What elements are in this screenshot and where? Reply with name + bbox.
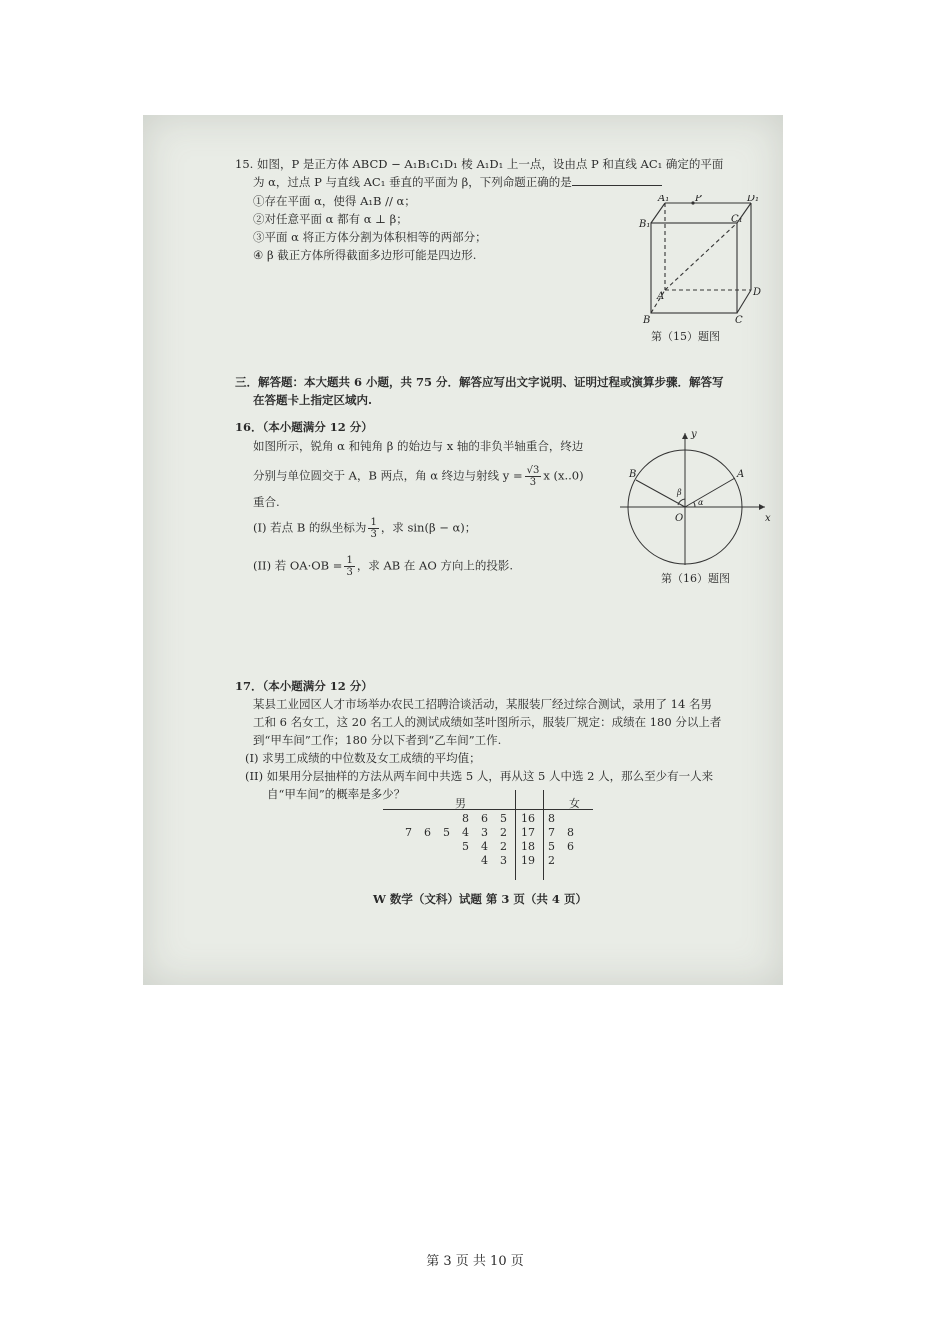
female-leaf	[561, 811, 580, 825]
q17-line3: 到“甲车间”工作；180 分以下者到“乙车间”工作.	[253, 733, 502, 747]
male-leaf	[399, 811, 418, 825]
male-leaf: 8	[462, 811, 469, 825]
label-alpha: α	[698, 498, 704, 507]
fraction-denominator: 3	[529, 477, 537, 488]
page-footer: 第 3 页 共 10 页	[426, 1254, 524, 1269]
q16-part2a: (II) 若 OA·OB =	[253, 558, 343, 573]
male-leaf: 4	[481, 839, 488, 853]
q17-part1: (I) 求男工成绩的中位数及女工成绩的平均值；	[245, 751, 481, 765]
male-leaf	[418, 839, 437, 853]
fraction-numerator: 1	[370, 517, 377, 528]
label-a: A	[737, 469, 745, 480]
label-p: P	[695, 195, 702, 204]
label-b: B	[629, 469, 637, 480]
male-leaf	[399, 853, 418, 867]
q16-line2b: x (x..0)	[543, 468, 584, 483]
scanned-page	[143, 115, 783, 985]
label-o: O	[675, 513, 684, 524]
q16-line3: 重合.	[253, 495, 280, 509]
male-leaf	[399, 839, 418, 853]
female-leaf	[561, 853, 580, 867]
male-leaf: 6	[481, 811, 488, 825]
stem-value: 16	[521, 811, 535, 825]
stem-leaf-header	[393, 795, 608, 810]
male-leaf: 3	[481, 825, 488, 839]
header-male: 男	[455, 797, 466, 810]
female-leaf: 7	[548, 825, 555, 839]
label-d: D	[753, 287, 762, 298]
female-leaf: 2	[548, 853, 555, 867]
q16-line2	[253, 465, 584, 488]
label-a1: A₁	[658, 195, 670, 204]
label-c1: C₁	[731, 214, 743, 225]
q15-line1: 15. 如图，P 是正方体 ABCD − A₁B₁C₁D₁ 棱 A₁D₁ 上一点，设由点 P 和直线 AC₁ 确定的平面	[235, 157, 724, 171]
q15-option-3: ③平面 α 将正方体分割为体积相等的两部分；	[253, 230, 487, 244]
male-leaf	[456, 853, 475, 867]
stem-value: 17	[521, 825, 535, 839]
male-leaf: 6	[424, 825, 431, 839]
q16-part1a: (I) 若点 B 的纵坐标为	[253, 520, 367, 535]
q16-part1	[253, 517, 476, 540]
male-leaf	[437, 839, 456, 853]
male-leaf: 4	[462, 825, 469, 839]
female-leaf: 5	[548, 839, 555, 853]
stem-leaf-row	[399, 839, 580, 853]
fraction-denominator: 3	[346, 567, 353, 578]
male-leaf: 3	[500, 853, 507, 867]
q16-part1b: ，求 sin(β − α)；	[380, 520, 477, 535]
fraction-denominator: 3	[370, 529, 377, 540]
label-b: B	[643, 315, 651, 325]
header-female: 女	[569, 797, 580, 810]
stem-leaf-topline	[383, 809, 593, 810]
label-b1: B₁	[639, 219, 651, 230]
q15-option-2: ②对任意平面 α 都有 α ⊥ β；	[253, 212, 408, 226]
q17-part2a: (II) 如果用分层抽样的方法从两车间中共选 5 人，再从这 5 人中选 2 人，那么至少有一人来	[245, 769, 714, 783]
cube-figure	[633, 195, 763, 325]
q15-option-1: ①存在平面 α，使得 A₁B // α；	[253, 194, 416, 208]
male-leaf: 5	[462, 839, 469, 853]
label-d1: D₁	[747, 195, 760, 204]
q16-heading: 16．（本小题满分 12 分）	[235, 420, 373, 434]
stem-leaf-body	[399, 811, 580, 867]
fraction-one-third	[368, 517, 378, 540]
section3-line2: 在答题卡上指定区域内.	[253, 393, 373, 407]
male-leaf: 4	[481, 853, 488, 867]
male-leaf	[418, 811, 437, 825]
male-leaf	[437, 853, 456, 867]
label-a: A	[657, 291, 665, 302]
fraction-sqrt3-over-3	[525, 465, 542, 488]
q17-heading: 17．（本小题满分 12 分）	[235, 679, 373, 693]
q17-line1: 某县工业园区人才市场举办农民工招聘洽谈活动，某服装厂经过综合测试，录用了 14 名男	[253, 697, 712, 711]
q15-option-4: ④ β 截正方体所得截面多边形可能是四边形.	[253, 248, 477, 262]
answer-blank	[572, 173, 662, 186]
fraction-numerator: √3	[526, 465, 540, 476]
label-y: y	[691, 429, 697, 440]
female-leaf: 8	[548, 811, 555, 825]
stem-leaf-row	[399, 853, 580, 867]
stem-leaf-row	[399, 825, 580, 839]
male-leaf: 7	[405, 825, 412, 839]
male-leaf: 5	[500, 811, 507, 825]
label-c: C	[735, 315, 743, 325]
stem-value: 19	[521, 853, 535, 867]
male-leaf	[418, 853, 437, 867]
male-leaf: 2	[500, 839, 507, 853]
q16-line1: 如图所示，锐角 α 和钝角 β 的始边与 x 轴的非负半轴重合，终边	[253, 439, 584, 453]
q16-part2b: ，求 AB 在 AO 方向上的投影.	[356, 558, 514, 573]
q15-line2	[253, 173, 662, 191]
q17-part2b: 自“甲车间”的概率是多少？	[267, 787, 406, 801]
female-leaf: 8	[567, 825, 574, 839]
fraction-one-third	[344, 555, 354, 578]
stem-leaf-row	[399, 811, 580, 825]
unit-circle-figure	[615, 427, 775, 567]
ray-oa	[685, 478, 735, 507]
q16-part2	[253, 555, 513, 578]
stem-leaf-plot	[399, 811, 580, 867]
fraction-numerator: 1	[346, 555, 353, 566]
q15-line2-text: 为 α，过点 P 与直线 AC₁ 垂直的平面为 β，下列命题正确的是	[253, 175, 572, 189]
section3-line1: 三．解答题：本大题共 6 小题，共 75 分．解答应写出文字说明、证明过程或演算步骤．解答写	[235, 375, 724, 389]
female-leaf: 6	[567, 839, 574, 853]
q16-line2a: 分别与单位圆交于 A，B 两点，角 α 终边与射线 y =	[253, 468, 523, 483]
label-x: x	[765, 513, 771, 524]
q15-figure-caption: 第（15）题图	[651, 330, 720, 343]
male-leaf: 2	[500, 825, 507, 839]
label-beta: β	[677, 488, 682, 497]
stem-value: 18	[521, 839, 535, 853]
male-leaf: 5	[443, 825, 450, 839]
q17-line2: 工和 6 名女工，这 20 名工人的测试成绩如茎叶图所示，服装厂规定：成绩在 180 分以上者	[253, 715, 722, 729]
q16-figure-caption: 第（16）题图	[661, 572, 730, 585]
male-leaf	[437, 811, 456, 825]
scan-footer: W 数学（文科）试题 第 3 页（共 4 页）	[373, 892, 587, 906]
